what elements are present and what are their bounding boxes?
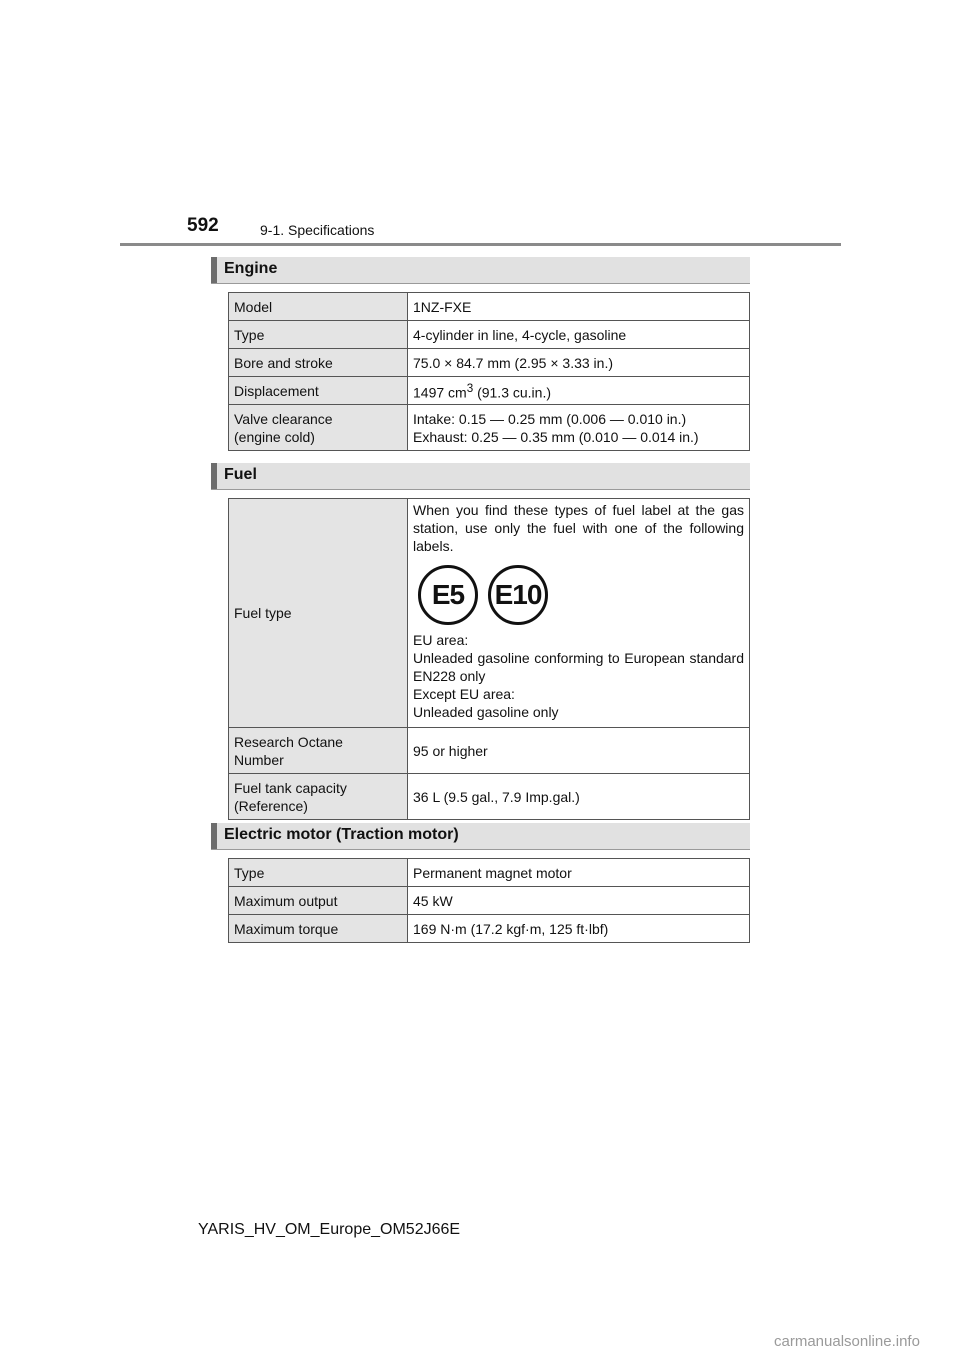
eu-area-text: Unleaded gasoline conforming to European standard EN228 only (413, 650, 744, 684)
spec-value: Permanent magnet motor (408, 859, 750, 887)
table-row (229, 321, 750, 349)
fuel-section-bar (211, 463, 750, 490)
engine-spec-table (228, 292, 750, 451)
spec-label (229, 405, 408, 451)
displacement-imperial: (91.3 cu.in.) (473, 384, 552, 401)
table-row (229, 405, 750, 451)
eu-area-heading: EU area: (413, 632, 469, 648)
spec-label-line: (engine cold) (234, 428, 315, 445)
fuel-section-title: Fuel (224, 466, 257, 483)
spec-value: 169 N·m (17.2 kgf·m, 125 ft·lbf) (408, 915, 750, 943)
non-eu-area-text: Unleaded gasoline only (413, 704, 559, 720)
table-row (229, 915, 750, 943)
fuel-spec-table (228, 498, 750, 820)
spec-label: Type (229, 321, 408, 349)
non-eu-area-heading: Except EU area: (413, 686, 515, 702)
spec-label-line: Valve clearance (234, 410, 333, 427)
motor-section-title: Electric motor (Traction motor) (224, 826, 459, 843)
motor-section-bar (211, 823, 750, 850)
spec-label: Fuel type (229, 499, 408, 728)
spec-label (229, 728, 408, 774)
section-heading: 9-1. Specifications (260, 222, 375, 238)
fuel-label-badges (418, 565, 744, 625)
spec-value: 36 L (9.5 gal., 7.9 Imp.gal.) (408, 774, 750, 820)
page-number: 592 (187, 215, 219, 236)
engine-section-title: Engine (224, 260, 278, 277)
table-row (229, 293, 750, 321)
spec-value: 4-cylinder in line, 4-cycle, gasoline (408, 321, 750, 349)
table-row (229, 349, 750, 377)
table-row (229, 377, 750, 405)
table-row (229, 728, 750, 774)
spec-value-line: Exhaust: 0.25 — 0.35 mm (0.010 — 0.014 in.) (413, 428, 699, 445)
spec-value (408, 499, 750, 728)
fuel-badge-e10: E10 (488, 565, 548, 625)
spec-value: 45 kW (408, 887, 750, 915)
spec-label-line: (Reference) (234, 797, 308, 814)
spec-value: 1NZ-FXE (408, 293, 750, 321)
spec-value (408, 405, 750, 451)
fuel-intro-text: When you find these types of fuel label at the gas station, use only the fuel with one of the following labels. (413, 502, 744, 554)
spec-label: Maximum output (229, 887, 408, 915)
spec-label (229, 774, 408, 820)
spec-label: Displacement (229, 377, 408, 405)
motor-spec-table (228, 858, 750, 943)
displacement-value: 1497 cm (413, 384, 467, 401)
table-row (229, 774, 750, 820)
spec-label: Type (229, 859, 408, 887)
table-row (229, 499, 750, 728)
engine-section-bar (211, 257, 750, 284)
spec-value: 95 or higher (408, 728, 750, 774)
spec-label: Bore and stroke (229, 349, 408, 377)
spec-value: 75.0 × 84.7 mm (2.95 × 3.33 in.) (408, 349, 750, 377)
spec-label: Model (229, 293, 408, 321)
fuel-badge-e5: E5 (418, 565, 478, 625)
watermark-link[interactable]: carmanualsonline.info (774, 1333, 920, 1350)
header-rule (120, 243, 841, 246)
table-row (229, 859, 750, 887)
cubic-superscript: 3 (466, 381, 474, 395)
spec-label-line: Research Octane (234, 733, 343, 750)
spec-value-line: Intake: 0.15 — 0.25 mm (0.006 — 0.010 in.) (413, 410, 687, 427)
table-row (229, 887, 750, 915)
spec-label-line: Number (234, 751, 284, 768)
spec-value (408, 377, 750, 405)
spec-label: Maximum torque (229, 915, 408, 943)
document-id-footer: YARIS_HV_OM_Europe_OM52J66E (198, 1221, 461, 1238)
spec-label-line: Fuel tank capacity (234, 779, 347, 796)
